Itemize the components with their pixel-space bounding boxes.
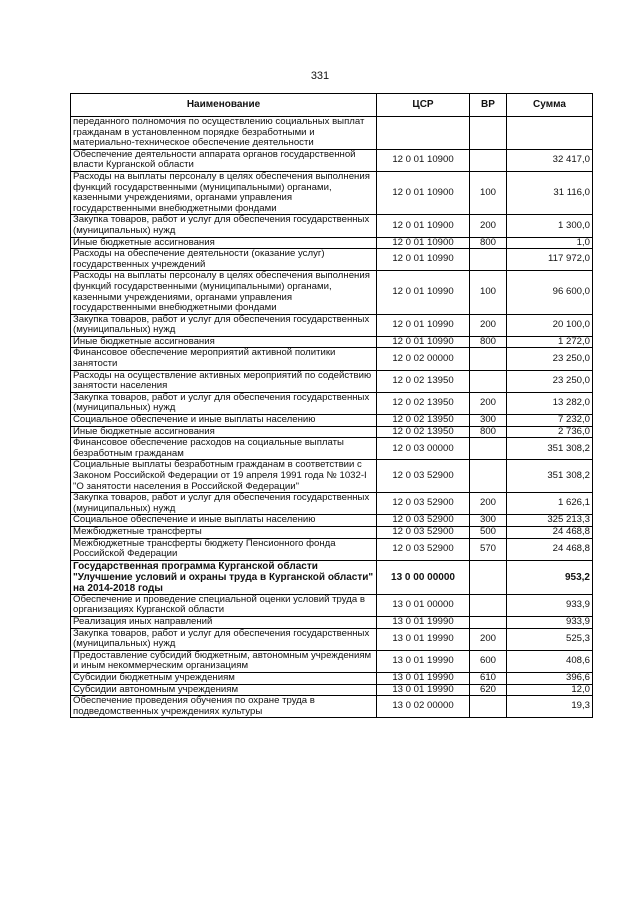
- cell-sum: 933,9: [507, 594, 593, 616]
- cell-vr: 100: [470, 171, 507, 214]
- cell-vr: [470, 249, 507, 271]
- cell-vr: 500: [470, 526, 507, 538]
- cell-sum: 31 116,0: [507, 171, 593, 214]
- cell-name: Социальное обеспечение и иные выплаты населению: [71, 415, 377, 427]
- cell-vr: 300: [470, 415, 507, 427]
- cell-name: Социальные выплаты безработным гражданам в соответствии с Законом Российской Федерации от 19 апреля 1991 года № 1032-I "О занятости населения в Российской Федерации": [71, 460, 377, 493]
- table-row: [71, 336, 593, 348]
- cell-csr: 12 0 02 13950: [377, 370, 470, 392]
- cell-sum: 24 468,8: [507, 526, 593, 538]
- cell-csr: 12 0 02 13950: [377, 426, 470, 438]
- cell-csr: 13 0 01 00000: [377, 594, 470, 616]
- cell-sum: [507, 117, 593, 150]
- cell-sum: 351 308,2: [507, 460, 593, 493]
- table-row: [71, 426, 593, 438]
- cell-sum: 32 417,0: [507, 149, 593, 171]
- cell-csr: 12 0 01 10990: [377, 336, 470, 348]
- table-row: [71, 415, 593, 427]
- cell-name: Расходы на осуществление активных мероприятий по содействию занятости населения: [71, 370, 377, 392]
- cell-name: Закупка товаров, работ и услуг для обеспечения государственных (муниципальных) нужд: [71, 493, 377, 515]
- cell-sum: 24 468,8: [507, 538, 593, 560]
- cell-vr: 300: [470, 515, 507, 527]
- cell-sum: 1 272,0: [507, 336, 593, 348]
- cell-name: переданного полномочия по осуществлению социальных выплат гражданам в установленном порядке безработными и материально-техническое обеспечение деятельности: [71, 117, 377, 150]
- table-row: [71, 696, 593, 718]
- cell-sum: 12,0: [507, 684, 593, 696]
- table-row: [71, 684, 593, 696]
- cell-name: Финансовое обеспечение расходов на социальные выплаты безработным гражданам: [71, 438, 377, 460]
- cell-name: Иные бюджетные ассигнования: [71, 426, 377, 438]
- header-name: Наименование: [71, 94, 377, 117]
- cell-vr: 570: [470, 538, 507, 560]
- cell-name: Закупка товаров, работ и услуг для обеспечения государственных (муниципальных) нужд: [71, 314, 377, 336]
- cell-sum: 23 250,0: [507, 370, 593, 392]
- cell-name: Реализация иных направлений: [71, 616, 377, 628]
- cell-sum: 933,9: [507, 616, 593, 628]
- cell-name: Субсидии автономным учреждениям: [71, 684, 377, 696]
- table-row: [71, 526, 593, 538]
- cell-csr: 13 0 00 00000: [377, 560, 470, 594]
- cell-vr: 200: [470, 314, 507, 336]
- cell-sum: 7 232,0: [507, 415, 593, 427]
- cell-csr: 12 0 01 10990: [377, 271, 470, 314]
- table-row: [71, 370, 593, 392]
- table-row: [71, 149, 593, 171]
- cell-csr: 12 0 01 10990: [377, 249, 470, 271]
- cell-csr: 12 0 03 52900: [377, 493, 470, 515]
- table-row: [71, 249, 593, 271]
- cell-csr: 12 0 02 13950: [377, 415, 470, 427]
- cell-name: Иные бюджетные ассигнования: [71, 237, 377, 249]
- cell-sum: 19,3: [507, 696, 593, 718]
- cell-csr: 12 0 01 10900: [377, 149, 470, 171]
- page-number: 331: [310, 70, 330, 82]
- table-row: [71, 628, 593, 650]
- cell-vr: [470, 438, 507, 460]
- cell-name: Расходы на выплаты персоналу в целях обеспечения выполнения функций государственными (муниципальными) органами, казенными учреждениями, органами управления государственными внебюджетными фондами: [71, 171, 377, 214]
- cell-csr: 12 0 01 10900: [377, 215, 470, 237]
- cell-sum: 396,6: [507, 672, 593, 684]
- cell-csr: 12 0 01 10900: [377, 237, 470, 249]
- cell-csr: 13 0 01 19990: [377, 672, 470, 684]
- table-row: [71, 594, 593, 616]
- cell-name: Предоставление субсидий бюджетным, автономным учреждениям и иным некоммерческим организациям: [71, 650, 377, 672]
- header-vr: ВР: [470, 94, 507, 117]
- cell-name: Иные бюджетные ассигнования: [71, 336, 377, 348]
- header-csr: ЦСР: [377, 94, 470, 117]
- table-row: [71, 215, 593, 237]
- cell-csr: 13 0 01 19990: [377, 628, 470, 650]
- cell-name: Закупка товаров, работ и услуг для обеспечения государственных (муниципальных) нужд: [71, 215, 377, 237]
- cell-vr: [470, 594, 507, 616]
- table-row: [71, 538, 593, 560]
- cell-name: Закупка товаров, работ и услуг для обеспечения государственных (муниципальных) нужд: [71, 392, 377, 414]
- cell-name: Финансовое обеспечение мероприятий активной политики занятости: [71, 348, 377, 370]
- cell-name: Обеспечение и проведение специальной оценки условий труда в организациях Курганской области: [71, 594, 377, 616]
- cell-vr: [470, 696, 507, 718]
- table-row: [71, 650, 593, 672]
- cell-vr: [470, 616, 507, 628]
- cell-sum: 13 282,0: [507, 392, 593, 414]
- cell-vr: 800: [470, 237, 507, 249]
- cell-name: Социальное обеспечение и иные выплаты населению: [71, 515, 377, 527]
- cell-sum: 2 736,0: [507, 426, 593, 438]
- cell-vr: 620: [470, 684, 507, 696]
- cell-sum: 1 626,1: [507, 493, 593, 515]
- cell-sum: 351 308,2: [507, 438, 593, 460]
- cell-csr: 12 0 03 52900: [377, 538, 470, 560]
- table-row: [71, 348, 593, 370]
- table-row: [71, 314, 593, 336]
- cell-sum: 96 600,0: [507, 271, 593, 314]
- cell-name: Расходы на выплаты персоналу в целях обеспечения выполнения функций государственными (муниципальными) органами, казенными учреждениями, органами управления государственными внебюджетными фондами: [71, 271, 377, 314]
- cell-sum: 23 250,0: [507, 348, 593, 370]
- cell-csr: 12 0 03 52900: [377, 515, 470, 527]
- cell-vr: [470, 370, 507, 392]
- cell-name: Обеспечение деятельности аппарата органов государственной власти Курганской области: [71, 149, 377, 171]
- cell-vr: [470, 348, 507, 370]
- cell-csr: 12 0 02 13950: [377, 392, 470, 414]
- cell-vr: 600: [470, 650, 507, 672]
- cell-vr: 100: [470, 271, 507, 314]
- cell-name: Закупка товаров, работ и услуг для обеспечения государственных (муниципальных) нужд: [71, 628, 377, 650]
- cell-csr: [377, 117, 470, 150]
- cell-name: Расходы на обеспечение деятельности (оказание услуг) государственных учреждений: [71, 249, 377, 271]
- table-row: [71, 515, 593, 527]
- cell-csr: 12 0 03 52900: [377, 526, 470, 538]
- cell-csr: 12 0 01 10990: [377, 314, 470, 336]
- table-row: [71, 237, 593, 249]
- cell-vr: 200: [470, 392, 507, 414]
- cell-sum: 525,3: [507, 628, 593, 650]
- table-row: [71, 438, 593, 460]
- cell-vr: [470, 560, 507, 594]
- cell-vr: 200: [470, 493, 507, 515]
- table-row: [71, 271, 593, 314]
- cell-sum: 1,0: [507, 237, 593, 249]
- cell-name: Межбюджетные трансферты: [71, 526, 377, 538]
- cell-name: Государственная программа Курганской области "Улучшение условий и охраны труда в Курганской области" на 2014-2018 годы: [71, 560, 377, 594]
- cell-csr: 13 0 01 19990: [377, 684, 470, 696]
- cell-sum: 325 213,3: [507, 515, 593, 527]
- cell-vr: [470, 460, 507, 493]
- cell-vr: 610: [470, 672, 507, 684]
- cell-vr: 800: [470, 336, 507, 348]
- table-row: [71, 392, 593, 414]
- cell-vr: 200: [470, 215, 507, 237]
- cell-sum: 953,2: [507, 560, 593, 594]
- cell-csr: 12 0 03 52900: [377, 460, 470, 493]
- cell-csr: 13 0 01 19990: [377, 650, 470, 672]
- cell-csr: 12 0 02 00000: [377, 348, 470, 370]
- table-row: [71, 616, 593, 628]
- cell-vr: [470, 149, 507, 171]
- table-row: [71, 560, 593, 594]
- cell-sum: 117 972,0: [507, 249, 593, 271]
- table-row: [71, 460, 593, 493]
- cell-vr: [470, 117, 507, 150]
- cell-sum: 20 100,0: [507, 314, 593, 336]
- cell-sum: 408,6: [507, 650, 593, 672]
- cell-csr: 12 0 03 00000: [377, 438, 470, 460]
- cell-vr: 200: [470, 628, 507, 650]
- cell-sum: 1 300,0: [507, 215, 593, 237]
- cell-name: Обеспечение проведения обучения по охране труда в подведомственных учреждениях культуры: [71, 696, 377, 718]
- cell-name: Субсидии бюджетным учреждениям: [71, 672, 377, 684]
- cell-name: Межбюджетные трансферты бюджету Пенсионного фонда Российской Федерации: [71, 538, 377, 560]
- table-row: [71, 117, 593, 150]
- table-row: [71, 493, 593, 515]
- cell-csr: 13 0 01 19990: [377, 616, 470, 628]
- cell-vr: 800: [470, 426, 507, 438]
- cell-csr: 12 0 01 10900: [377, 171, 470, 214]
- table-row: [71, 171, 593, 214]
- table-row: [71, 672, 593, 684]
- cell-csr: 13 0 02 00000: [377, 696, 470, 718]
- budget-table: [70, 93, 593, 718]
- table-header-row: [71, 94, 593, 117]
- header-sum: Сумма: [507, 94, 593, 117]
